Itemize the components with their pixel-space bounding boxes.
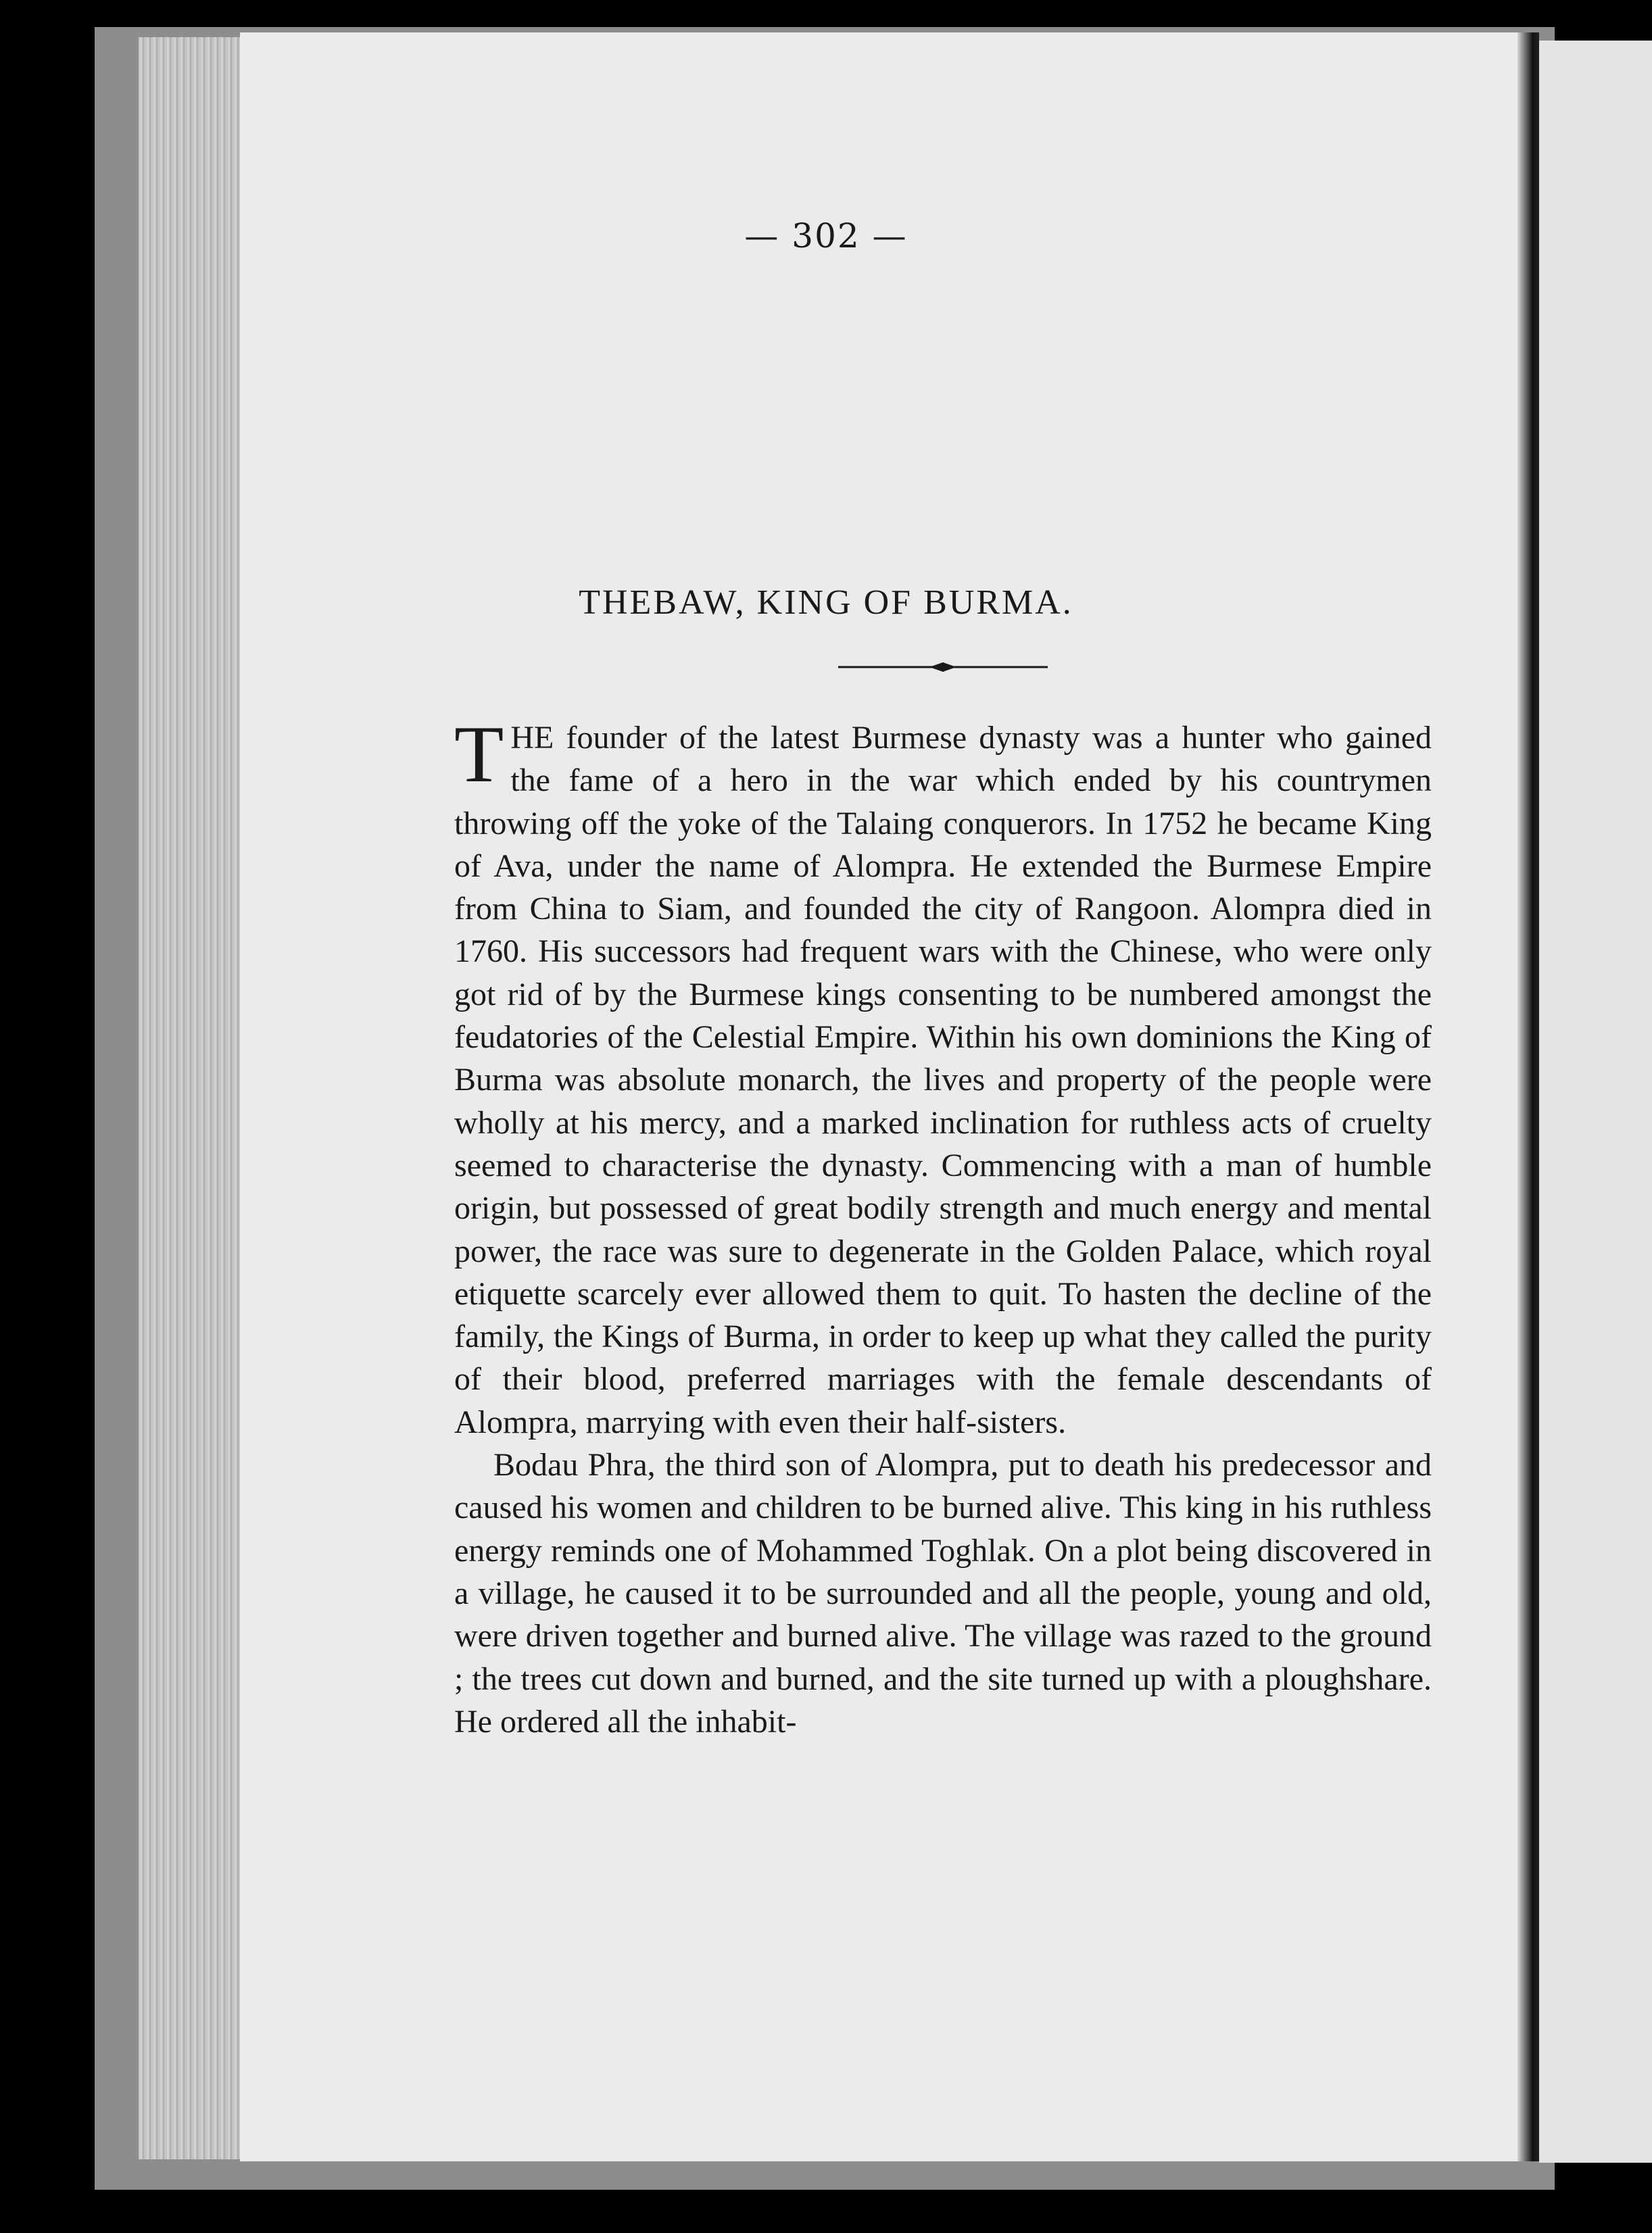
title-ornament-rule xyxy=(838,661,1048,673)
chapter-title: THEBAW, KING OF BURMA. xyxy=(579,583,1073,622)
paragraph-2: Bodau Phra, the third son of Alompra, put to death his predecessor and caused his women and children to be burned alive. This king in his ruthless energy reminds one of Mohammed Toghlak. On a plot being discovered in a village, he caused it to be surrounded and all the people, young and old, were driven together and burned alive. The village was razed to the ground ; the trees cut down and burned, and the site turned up with a ploughshare. He ordered all the inhabit- xyxy=(454,1447,1432,1740)
facing-page-edge xyxy=(1539,41,1652,2163)
page-number: — 302 — xyxy=(744,216,908,255)
paragraph-1 xyxy=(454,709,1432,1444)
body-text xyxy=(454,709,1432,1743)
paragraph-1-text: HE founder of the latest Burmese dynasty was a hunter who gained the fame of a hero in the war which ended by his countrymen throwing off the yoke of the Talaing conquerors. In 1752 he became King of Ava, under the name of Alompra. He extended the Burmese Empire from China to Siam, and founded the city of Rangoon. Alompra died in 1760. His successors had frequent wars with the Chinese, who were only got rid of by the Burmese kings consenting to be numbered amongst the feudatories of the Celestial Empire. Within his own dominions the King of Burma was absolute monarch, the lives and property of the people were wholly at his mercy, and a marked inclination for ruthless acts of cruelty seemed to characterise the dynasty. Commencing with a man of humble origin, but possessed of great bodily strength and much energy and mental power, the race was sure to degenerate in the Golden Palace, which royal etiquette scarcely ever allowed them to quit. To hasten the decline of the family, the Kings of Burma, in order to keep up what they called the purity of their blood, preferred marriages with the female descendants of Alompra, marrying with even their half-sisters. xyxy=(454,720,1432,1440)
drop-cap: T xyxy=(454,709,504,799)
book-gutter xyxy=(1517,32,1539,2161)
